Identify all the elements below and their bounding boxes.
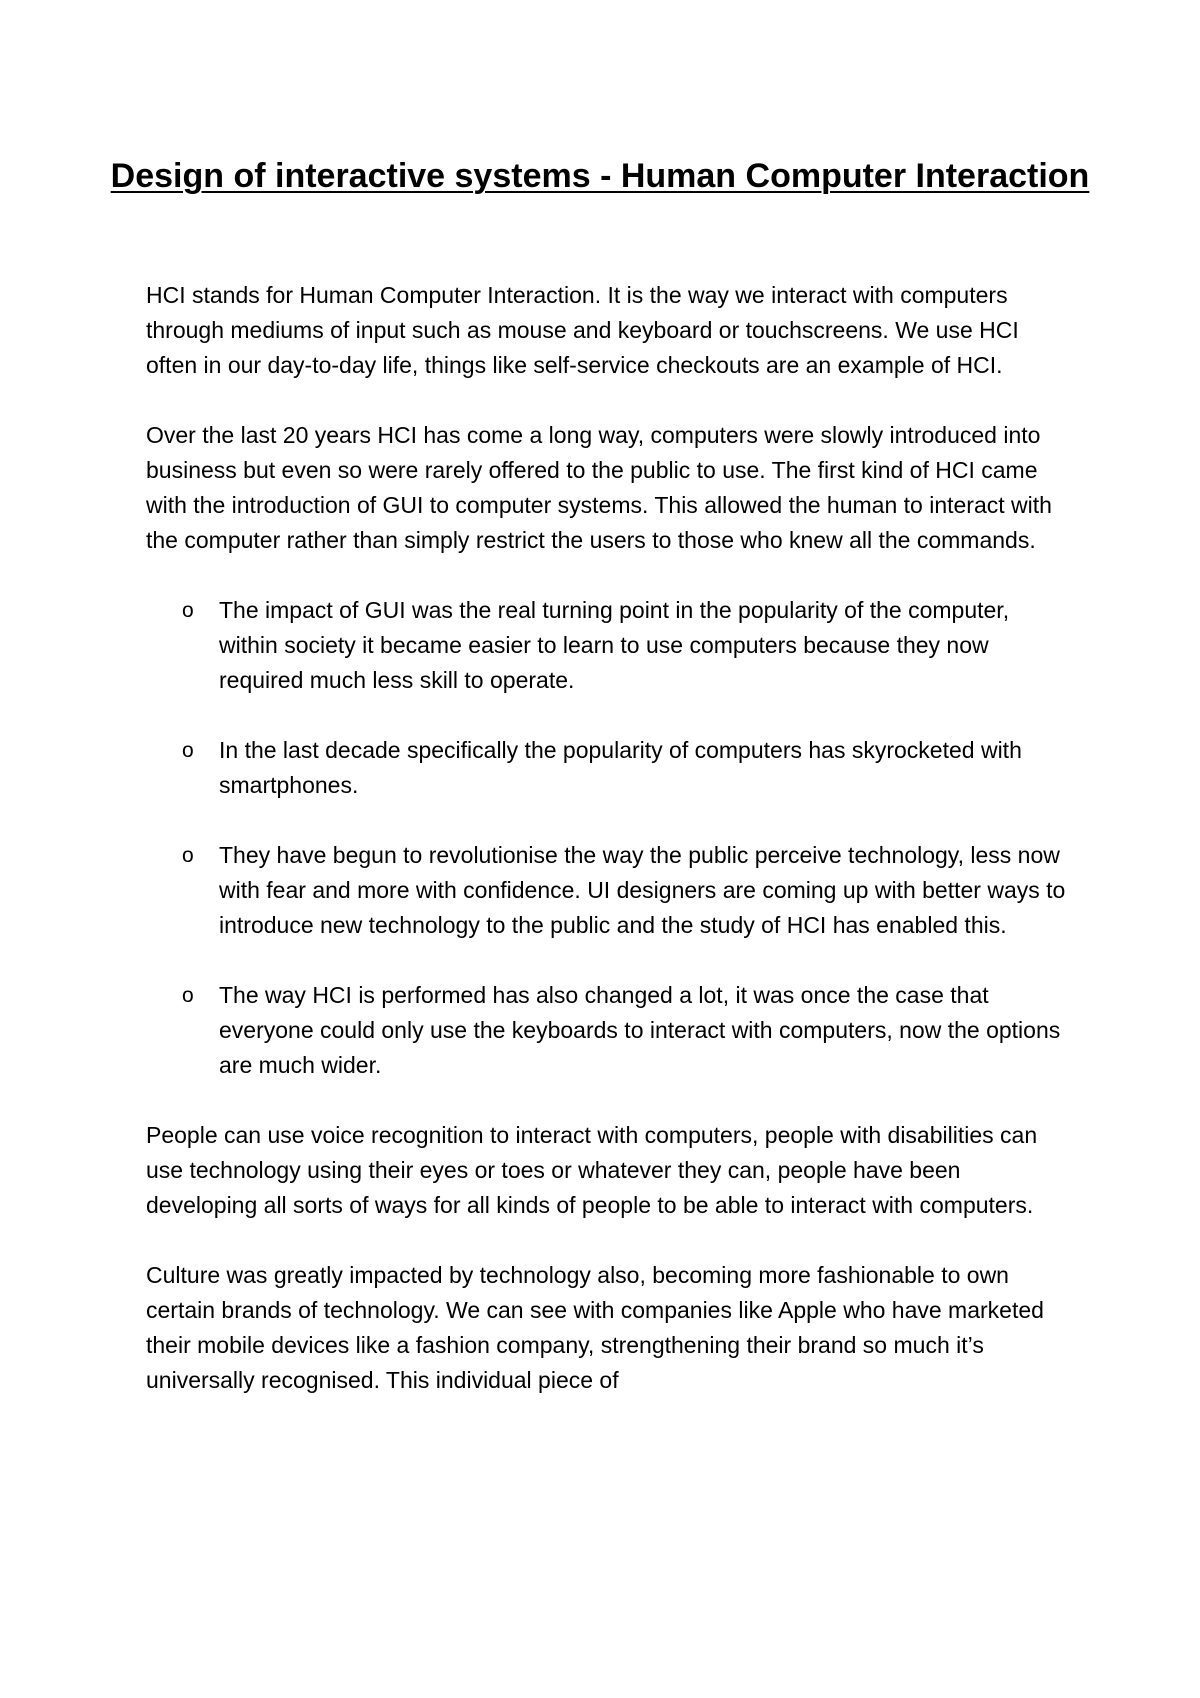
paragraph-hci-history: Over the last 20 years HCI has come a long way, computers were slowly introduced into business but even so were rarely offered to the public to use. The first kind of HCI came with the introduction of GUI to computer systems. This allowed the human to interact with the computer rather than simply restrict the users to those who knew all the commands.	[146, 422, 1052, 553]
bullet-circle-icon: o	[182, 844, 194, 867]
bullet-circle-icon: o	[182, 739, 194, 762]
bullet-item	[146, 838, 1066, 943]
bullet-text: The impact of GUI was the real turning point in the popularity of the computer, within society it became easier to learn to use computers because they now required much less skill to operate.	[219, 597, 1010, 693]
bullet-circle-icon: o	[182, 599, 194, 622]
bullet-text: They have begun to revolutionise the way the public perceive technology, less now with fear and more with confidence. UI designers are coming up with better ways to introduce new technology to the public and the study of HCI has enabled this.	[219, 842, 1066, 938]
bullet-item	[146, 733, 1066, 803]
paragraph-hci-definition: HCI stands for Human Computer Interaction. It is the way we interact with computers through mediums of input such as mouse and keyboard or touchscreens. We use HCI often in our day-to-day life, things like self-service checkouts are an example of HCI.	[146, 282, 1019, 378]
page-title: Design of interactive systems - Human Computer Interaction	[110, 157, 1090, 195]
bullet-circle-icon: o	[182, 984, 194, 1007]
bullet-text: The way HCI is performed has also changed a lot, it was once the case that everyone could only use the keyboards to interact with computers, now the options are much wider.	[219, 982, 1061, 1078]
bullet-text: In the last decade specifically the popularity of computers has skyrocketed with smartphones.	[219, 737, 1022, 798]
bullet-list	[146, 593, 1066, 1083]
bullet-item	[146, 593, 1066, 698]
paragraph-accessibility: People can use voice recognition to interact with computers, people with disabilities can use technology using their eyes or toes or whatever they can, people have been developing all sorts of ways for all kinds of people to be able to interact with computers.	[146, 1122, 1038, 1218]
paragraph-culture: Culture was greatly impacted by technology also, becoming more fashionable to own certain brands of technology. We can see with companies like Apple who have marketed their mobile devices like a fashion company, strengthening their brand so much it’s universally recognised. This individual piece of	[146, 1262, 1044, 1393]
bullet-item	[146, 978, 1066, 1083]
document-body	[146, 278, 1066, 1433]
